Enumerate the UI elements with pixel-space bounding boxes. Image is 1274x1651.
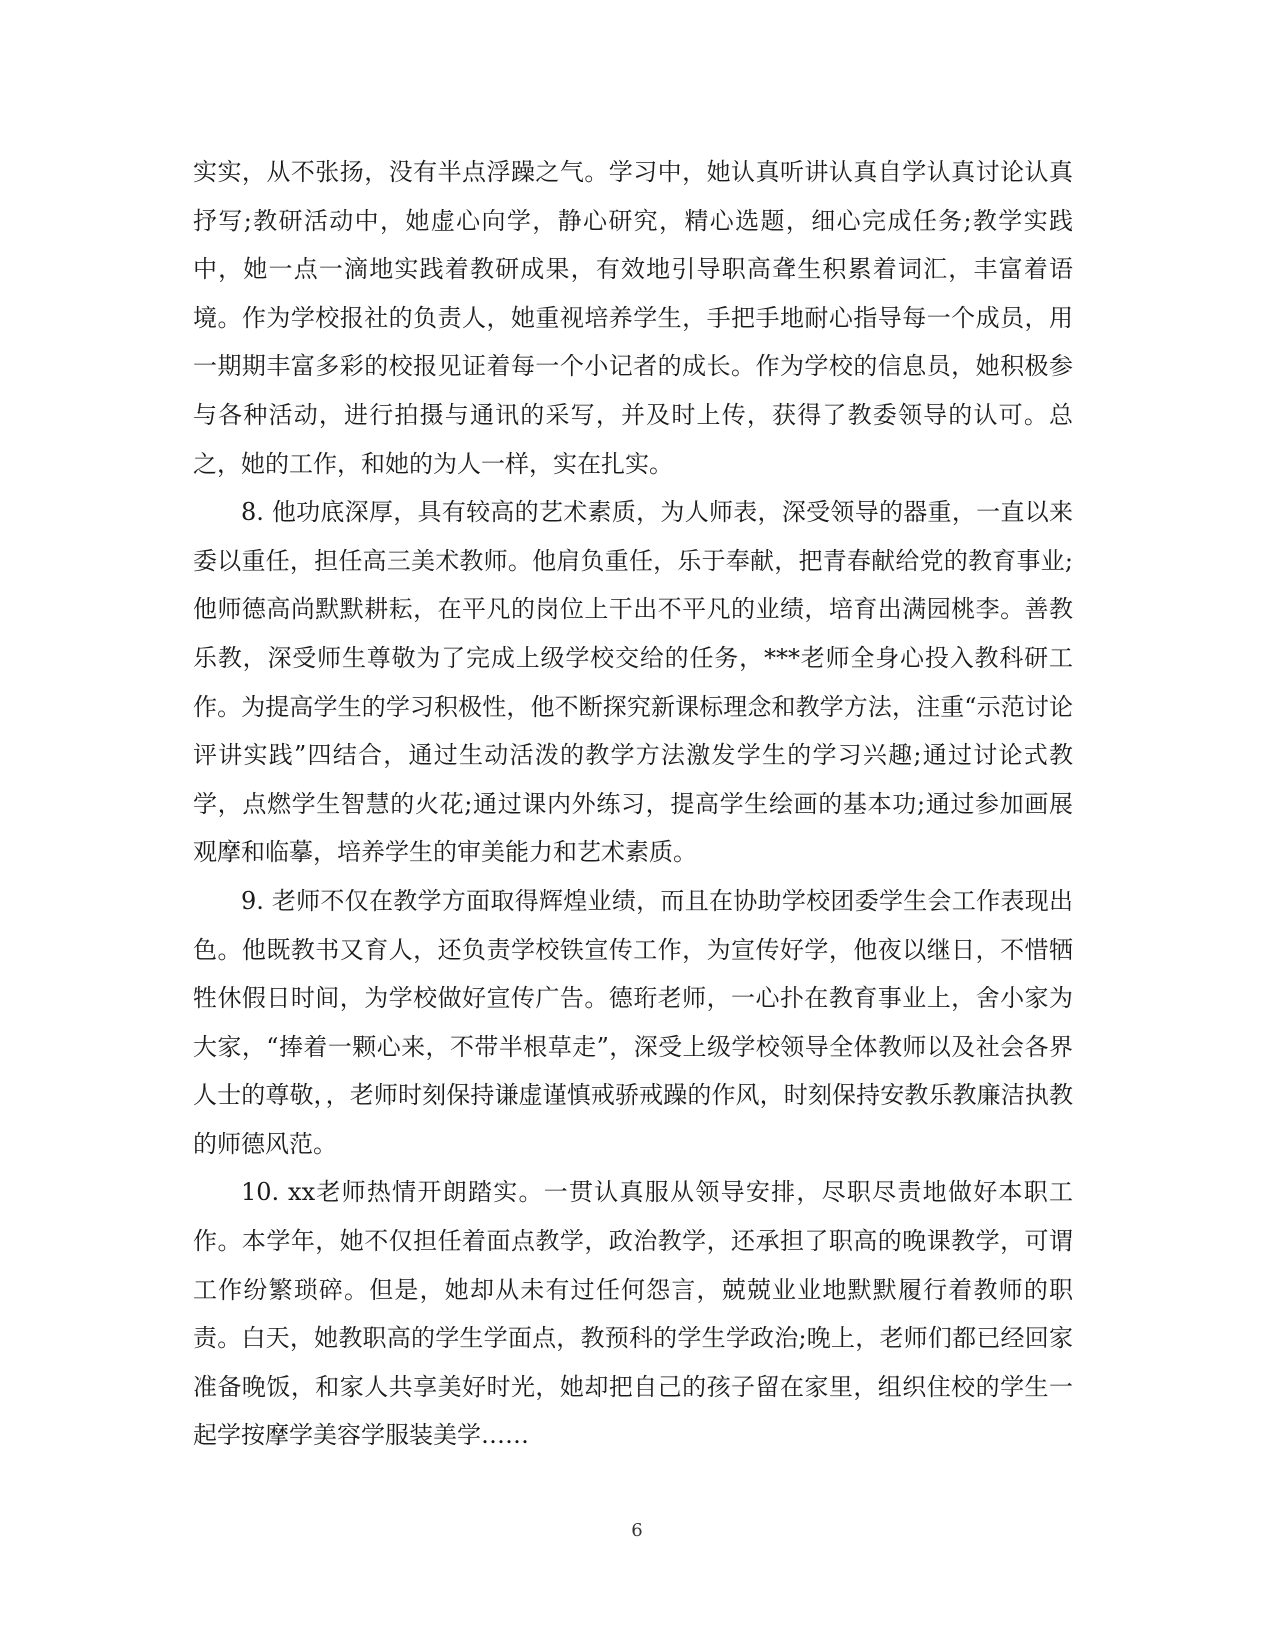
paragraph-item-10: 10. xx老师热情开朗踏实。一贯认真服从领导安排，尽职尽责地做好本职工作。本学年，她不仅担任着面点教学，政治教学，还承担了职高的晚课教学，可谓工作纷繁琐碎。但是，她却从未有过任何怨言，兢兢业业地默默履行着教师的职责。白天，她教职高的学生学面点，教预科的学生学政治;晚上，老师们都已经回家准备晚饭，和家人共享美好时光，她却把自己的孩子留在家里，组织住校的学生一起学按摩学美容学服装美学…… xyxy=(193,1178,1073,1450)
paragraph-item-9: 9. 老师不仅在教学方面取得辉煌业绩，而且在协助学校团委学生会工作表现出色。他既教书又育人，还负责学校铁宣传工作，为宣传好学，他夜以继日，不惜牺牲休假日时间，为学校做好宣传广告。德珩老师，一心扑在教育事业上，舍小家为大家，“捧着一颗心来，不带半根草走”，深受上级学校领导全体教师以及社会各界人士的尊敬，，老师时刻保持谦虚谨慎戒骄戒躁的作风，时刻保持安教乐教廉洁执教的师德风范。 xyxy=(193,886,1073,1158)
page-number: 6 xyxy=(631,1520,643,1541)
document-body xyxy=(193,148,1073,1460)
paragraph-continuation: 实实，从不张扬，没有半点浮躁之气。学习中，她认真听讲认真自学认真讨论认真抒写;教研活动中，她虚心向学，静心研究，精心选题，细心完成任务;教学实践中，她一点一滴地实践着教研成果，有效地引导职高聋生积累着词汇，丰富着语境。作为学校报社的负责人，她重视培养学生，手把手地耐心指导每一个成员，用一期期丰富多彩的校报见证着每一个小记者的成长。作为学校的信息员，她积极参与各种活动，进行拍摄与通讯的采写，并及时上传，获得了教委领导的认可。总之，她的工作，和她的为人一样，实在扎实。 xyxy=(193,158,1073,478)
paragraph-item-8: 8. 他功底深厚，具有较高的艺术素质，为人师表，深受领导的器重，一直以来委以重任，担任高三美术教师。他肩负重任，乐于奉献，把青春献给党的教育事业;他师德高尚默默耕耘，在平凡的岗位上干出不平凡的业绩，培育出满园桃李。善教乐教，深受师生尊敬为了完成上级学校交给的任务，***老师全身心投入教科研工作。为提高学生的学习积极性，他不断探究新课标理念和教学方法，注重“示范讨论评讲实践”四结合，通过生动活泼的教学方法激发学生的学习兴趣;通过讨论式教学，点燃学生智慧的火花;通过课内外练习，提高学生绘画的基本功;通过参加画展观摩和临摹，培养学生的审美能力和艺术素质。 xyxy=(193,498,1073,867)
